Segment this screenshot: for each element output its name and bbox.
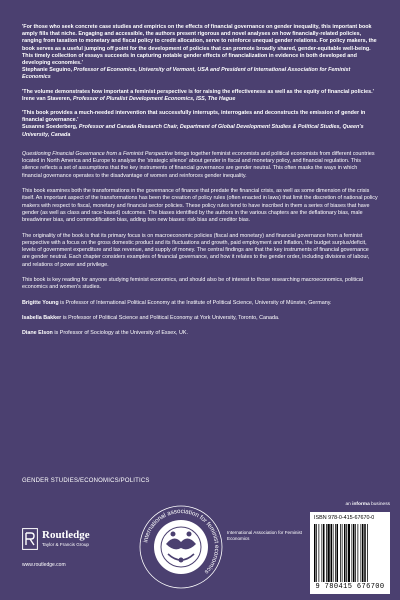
publisher-name: Routledge <box>42 529 90 541</box>
barcode-bar <box>314 524 316 582</box>
barcode-bar <box>326 524 327 582</box>
barcode-graphic <box>314 524 386 582</box>
seal-text: international association for feminist economics <box>142 507 221 576</box>
description-paragraph: This book examines both the transformations in the governance of finance that predate the financial crisis, as well as some dimension of the crisis itself. An important aspect of the transformations has been the creation of policy rules (often enacted in laws) that limit the discretion of national policy makers with respect to fiscal, monetary and financial sector policies. These policy rules tend to have inscribed in them a series of biases that have gender (as well as class and race-based) outcomes. The biases identified by the authors in the various chapters are the deflationary bias, male breadwinner bias, and commodification bias, adding two new biases: risk bias and creditor bias. <box>22 188 378 224</box>
barcode-bar <box>353 524 355 582</box>
routledge-mark-icon <box>22 528 38 550</box>
endorsement-quote <box>22 24 378 82</box>
editor-bio-text: is Professor of International Political Economy at the Institute of Political Science, University of Münster, Germany. <box>58 299 332 306</box>
quote-attribution <box>22 67 350 80</box>
quote-author: Irene van Staveren, <box>22 95 72 102</box>
quote-author: Stephanie Seguino, <box>22 67 73 74</box>
barcode-bar <box>328 524 330 582</box>
quote-attribution <box>22 96 235 102</box>
barcode-bar <box>337 524 339 582</box>
routledge-logo <box>22 528 122 558</box>
barcode-bar <box>348 524 350 582</box>
barcode-bar <box>333 524 334 582</box>
publisher-url[interactable]: www.routledge.com <box>22 562 66 568</box>
endorsement-quote <box>22 89 378 103</box>
quote-text: 'This book provides a much-needed intervention that successfully interrupts, interrogates and deconstructs the emission of gender in financial governance.' <box>22 110 366 124</box>
cover-footer <box>0 500 400 600</box>
informa-suffix: business <box>369 502 390 507</box>
editor-bio-text: is Professor of Sociology at the University of Essex, UK. <box>52 330 188 337</box>
barcode-bar <box>342 524 343 582</box>
iaffe-seal-logo <box>138 504 224 590</box>
barcode-bar <box>367 524 368 582</box>
editor-bio <box>22 330 378 337</box>
barcode-bar <box>358 524 359 582</box>
editor-bio <box>22 315 378 322</box>
publisher-group: Taylor & Francis Group <box>42 542 89 547</box>
barcode-bar <box>364 524 366 582</box>
cover-content <box>22 24 378 345</box>
quote-author: Susanne Soederberg, <box>22 124 78 131</box>
quote-author-role: Professor of Pluralist Development Economics, ISS, The Hague <box>72 95 236 102</box>
informa-label <box>310 502 390 507</box>
description-paragraph <box>22 151 378 180</box>
description-paragraph: This book is key reading for anyone studying feminist economics, and should also be of interest to those researching macroeconomics, political economics and women's studies. <box>22 277 363 291</box>
barcode-bar <box>361 524 362 582</box>
quote-text: 'The volume demonstrates how important a feminist perspective is for raising the effectiveness as well as the equity of financial policies.' <box>22 88 374 95</box>
barcode-area <box>310 502 390 594</box>
barcode-bar <box>331 524 333 582</box>
subject-category: GENDER STUDIES/ECONOMICS/POLITICS <box>22 478 150 484</box>
barcode-bar <box>344 524 346 582</box>
quote-attribution <box>22 124 364 137</box>
description-text: brings together feminist economists and political economists from different countries located in North America and Europe to analyse the 'strategic silence' about gender in fiscal and monetary policy, and financial regulation. This silence reflects a set of assumptions that the key instruments of financial governance are gender neutral. This often masks the ways in which financial governance operates to the disadvantage of women and reinforces gender inequality. <box>22 150 375 179</box>
barcode-bar <box>340 524 341 582</box>
editor-name: Brigitte Young <box>22 299 59 306</box>
iaffe-label: International Association for Feminist Economics <box>227 530 303 541</box>
informa-prefix: an <box>345 502 353 507</box>
isbn-text: ISBN 978-0-415-67670-0 <box>314 515 375 521</box>
editor-bio <box>22 300 378 307</box>
barcode-number: 9 780415 676700 <box>315 583 385 591</box>
barcode-bar <box>322 524 323 582</box>
quote-author-role: Professor and Canada Research Chair, Department of Global Development Studies & Political Studies, Queen's University, Canada <box>22 124 364 138</box>
barcode-bar <box>319 524 320 582</box>
barcode-bar <box>335 524 336 582</box>
endorsement-quote <box>22 110 378 139</box>
barcode-panel <box>310 512 390 594</box>
barcode-bar <box>355 524 356 582</box>
editor-name: Diane Elson <box>22 330 53 337</box>
barcode-bar <box>362 524 364 582</box>
editor-name: Isabella Bakker <box>22 314 62 321</box>
barcode-bar <box>316 524 317 582</box>
barcode-bar <box>352 524 353 582</box>
informa-brand: informa <box>352 502 370 507</box>
editor-bio-text: is Professor of Political Science and Political Economy at York University, Toronto, Canada. <box>61 314 280 321</box>
barcode-bar <box>346 524 347 582</box>
book-title: Questioning Financial Governance from a Feminist Perspective <box>22 150 174 157</box>
quote-author-role: Professor of Economics, University of Vermont, USA and President of International Association for Feminist Economics <box>22 67 351 81</box>
description-paragraph: The originality of the book is that its primary focus is on macroeconomic policies (fiscal and monetary) and financial governance from a feminist perspective with a focus on the gross domestic product and its fluctuations and growth, paid employment and inflation, the budget surplus/deficit, levels of government expenditure and tax revenue, and supply of money. The central findings are that the key instruments of financial governance are gender neutral. Each chapter considers examples of financial governance, and how it relates to the gender order, including divisions of labour, and relations of power and privilege. <box>22 232 370 268</box>
barcode-bar <box>323 524 325 582</box>
quote-text: 'For those who seek concrete case studies and empirics on the effects of financial governance on gender inequality, this important book amply fills that niche. Engaging and accessible, the authors present rigorous and novel analyses on how financially-related policies, ranging from taxation to monetary and fiscal policy to credit allocation, serve to reinforce unequal gender relations. For policy makers, the book serves as a useful jumping off point for the development of policies that can promote broadly shared, gender-equitable well-being. This timely collection of essays succeeds in capturing notable gender effects of financialization in evidence in both developed and developing economies.' <box>22 24 377 67</box>
